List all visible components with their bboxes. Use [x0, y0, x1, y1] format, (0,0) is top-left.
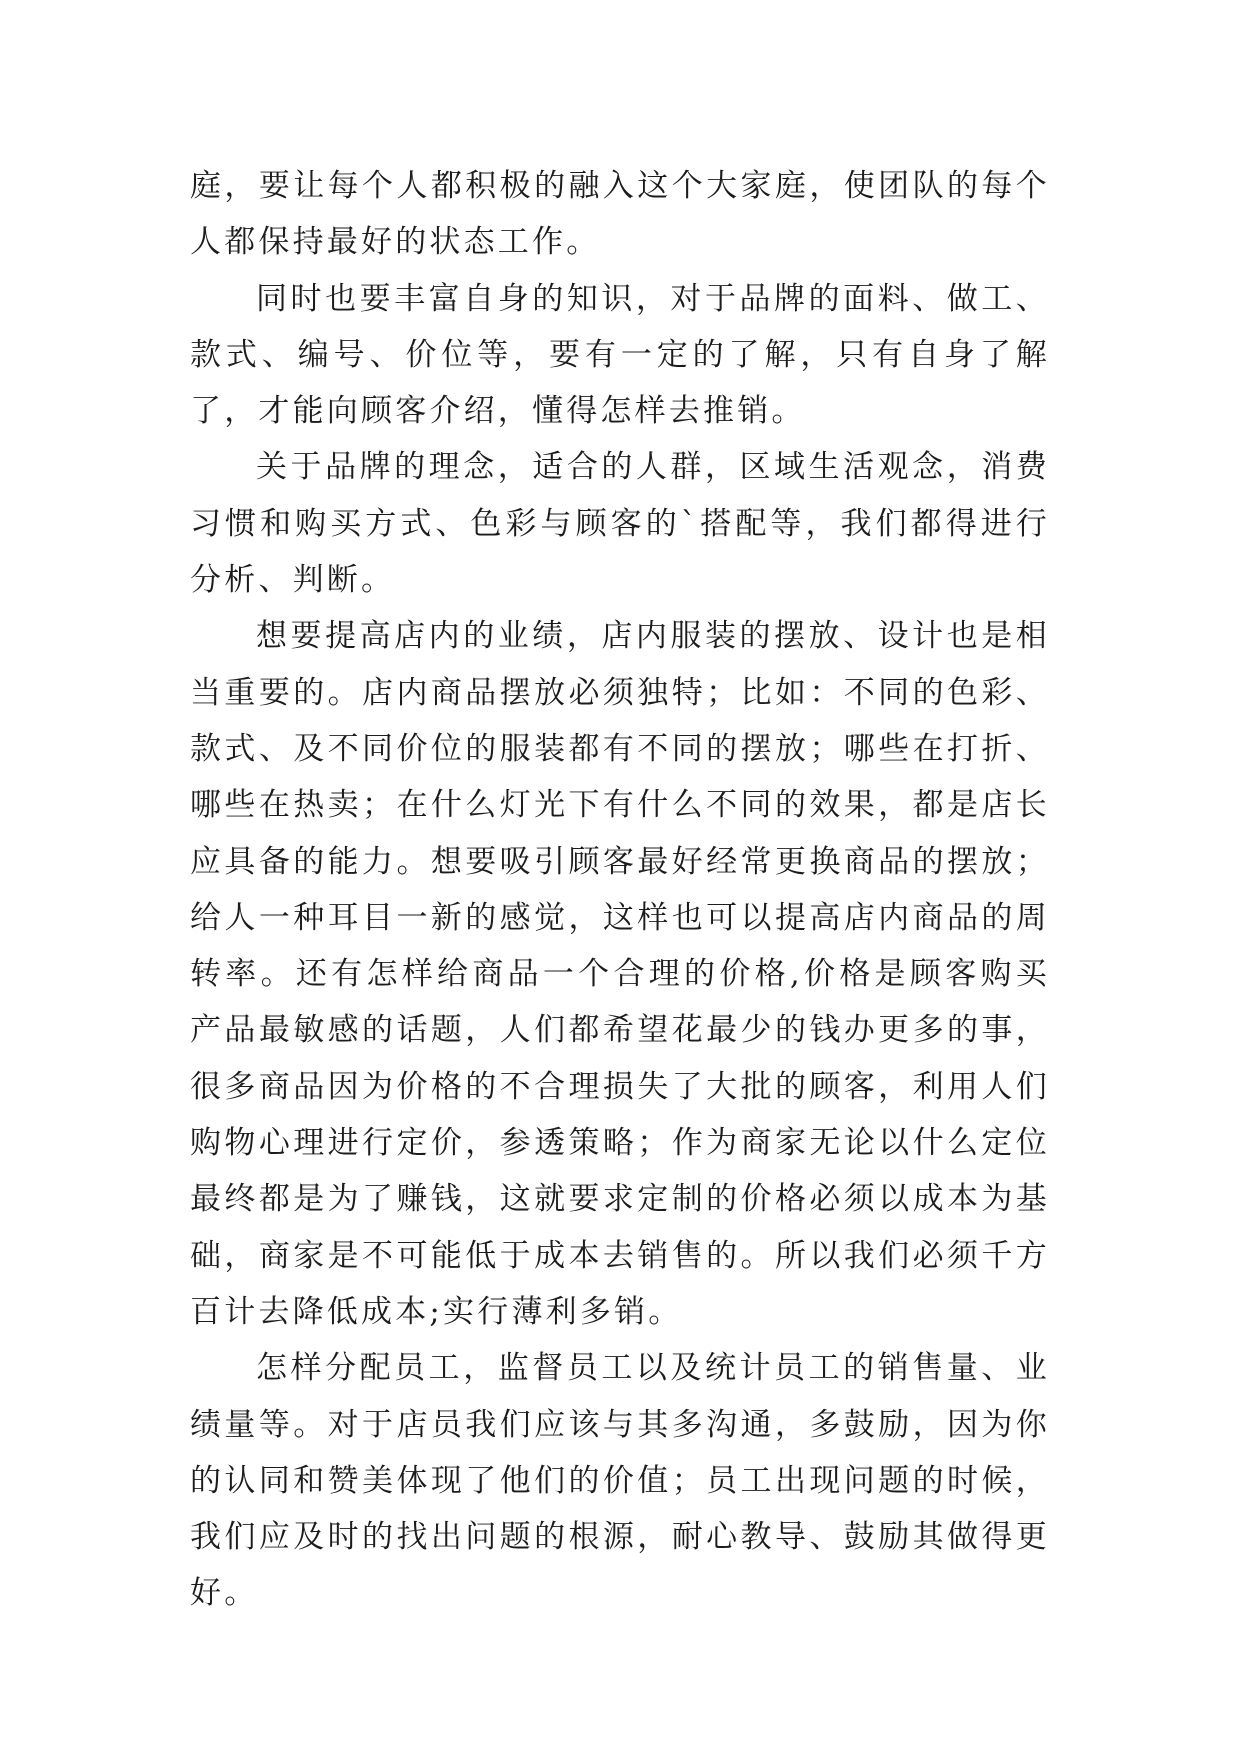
paragraph-continuation: 庭，要让每个人都积极的融入这个大家庭，使团队的每个人都保持最好的状态工作。 [190, 168, 1050, 261]
paragraph-brand-analysis: 关于品牌的理念，适合的人群，区域生活观念，消费习惯和购买方式、色彩与顾客的`搭配等，我们都得进行分析、判断。 [190, 449, 1050, 599]
document-body [190, 158, 1050, 1622]
paragraph-staff-management: 怎样分配员工，监督员工以及统计员工的销售量、业绩量等。对于店员我们应该与其多沟通，多鼓励，因为你的认同和赞美体现了他们的价值；员工出现问题的时候，我们应及时的找出问题的根源，耐心教导、鼓励其做得更好。 [190, 1350, 1050, 1612]
paragraph-product-knowledge: 同时也要丰富自身的知识，对于品牌的面料、做工、款式、编号、价位等，要有一定的了解，只有自身了解了，才能向顾客介绍，懂得怎样去推销。 [190, 280, 1050, 430]
paragraph-store-display-pricing: 想要提高店内的业绩，店内服装的摆放、设计也是相当重要的。店内商品摆放必须独特；比如：不同的色彩、款式、及不同价位的服装都有不同的摆放；哪些在打折、哪些在热卖；在什么灯光下有什么不同的效果，都是店长应具备的能力。想要吸引顾客最好经常更换商品的摆放；给人一种耳目一新的感觉，这样也可以提高店内商品的周转率。还有怎样给商品一个合理的价格,价格是顾客购买产品最敏感的话题，人们都希望花最少的钱办更多的事，很多商品因为价格的不合理损失了大批的顾客，利用人们购物心理进行定价，参透策略；作为商家无论以什么定位最终都是为了赚钱，这就要求定制的价格必须以成本为基础，商家是不可能低于成本去销售的。所以我们必须千方百计去降低成本;实行薄利多销。 [190, 618, 1050, 1330]
